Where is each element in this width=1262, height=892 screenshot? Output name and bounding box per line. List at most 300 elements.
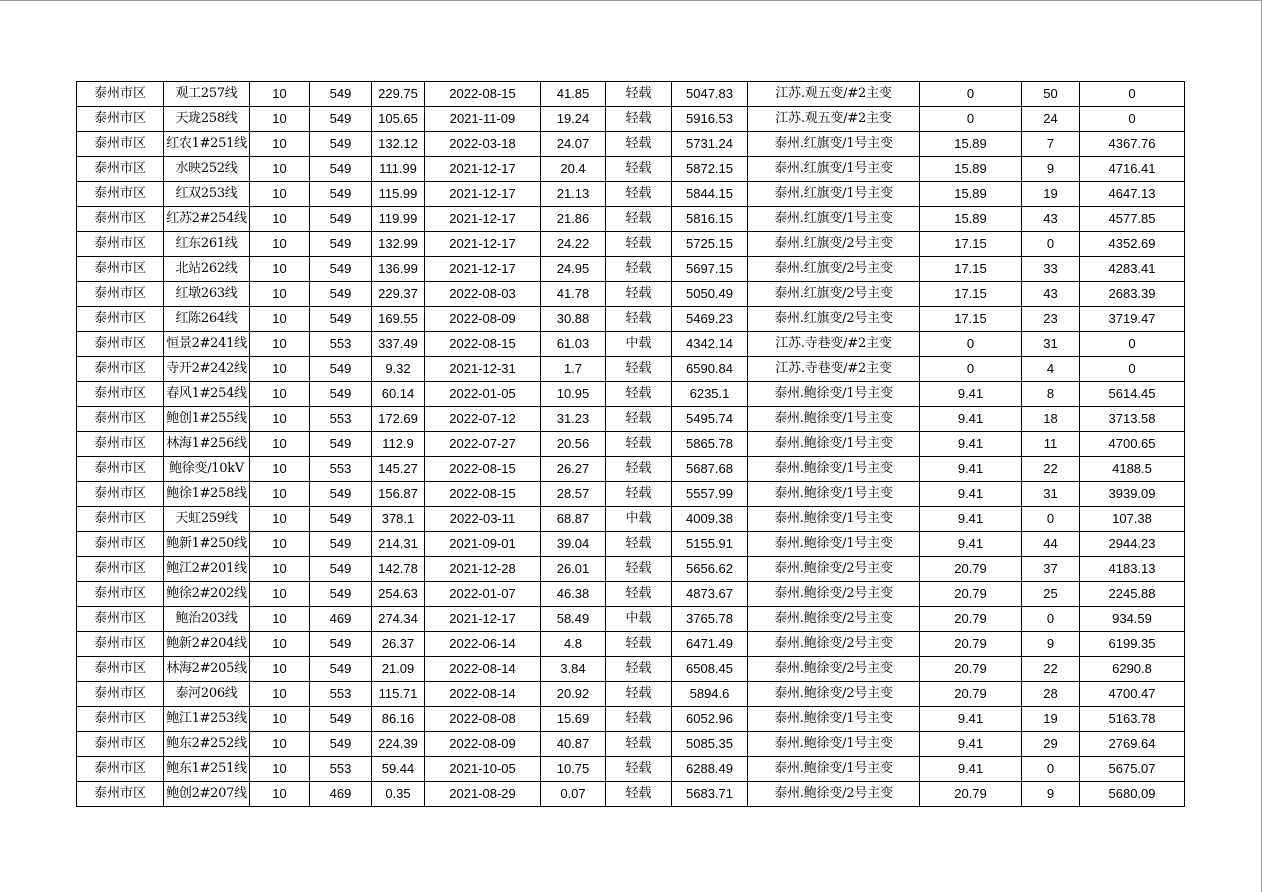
load-status-cell: 轻载 — [606, 732, 672, 757]
voltage-cell: 10 — [250, 257, 310, 282]
substation-transformer-cell: 江苏.观五变/#2主变 — [748, 82, 920, 107]
remaining-capacity-cell: 4577.85 — [1080, 207, 1185, 232]
load-status-cell: 轻载 — [606, 382, 672, 407]
substation-transformer-cell: 泰州.鲍徐变/1号主变 — [748, 432, 920, 457]
load-status-cell: 轻载 — [606, 632, 672, 657]
load-cell: 60.14 — [372, 382, 425, 407]
available-capacity-cell: 5656.62 — [672, 557, 748, 582]
load-status-cell: 轻载 — [606, 357, 672, 382]
substation-transformer-cell: 泰州.鲍徐变/2号主变 — [748, 682, 920, 707]
area-cell: 泰州市区 — [77, 682, 164, 707]
voltage-cell: 10 — [250, 407, 310, 432]
substation-transformer-cell: 泰州.鲍徐变/2号主变 — [748, 632, 920, 657]
load-cell: 9.32 — [372, 357, 425, 382]
load-status-cell: 轻载 — [606, 582, 672, 607]
remaining-capacity-cell: 0 — [1080, 357, 1185, 382]
remaining-capacity-cell: 4183.13 — [1080, 557, 1185, 582]
capacity-cell: 549 — [310, 307, 372, 332]
substation-transformer-cell: 泰州.鲍徐变/2号主变 — [748, 582, 920, 607]
date-cell: 2021-12-17 — [425, 257, 541, 282]
user-count-cell: 25 — [1022, 582, 1080, 607]
area-cell: 泰州市区 — [77, 707, 164, 732]
load-cell: 136.99 — [372, 257, 425, 282]
substation-transformer-cell: 泰州.红旗变/1号主变 — [748, 157, 920, 182]
remaining-capacity-cell: 934.59 — [1080, 607, 1185, 632]
transformer-rate-cell: 15.89 — [920, 157, 1022, 182]
transformer-rate-cell: 20.79 — [920, 782, 1022, 807]
capacity-cell: 549 — [310, 482, 372, 507]
line-name-cell: 天虹259线 — [164, 507, 250, 532]
capacity-cell: 553 — [310, 332, 372, 357]
area-cell: 泰州市区 — [77, 157, 164, 182]
load-status-cell: 轻载 — [606, 282, 672, 307]
date-cell: 2021-12-17 — [425, 157, 541, 182]
load-cell: 59.44 — [372, 757, 425, 782]
load-status-cell: 轻载 — [606, 432, 672, 457]
date-cell: 2021-11-09 — [425, 107, 541, 132]
capacity-cell: 549 — [310, 507, 372, 532]
load-status-cell: 中载 — [606, 607, 672, 632]
load-cell: 142.78 — [372, 557, 425, 582]
area-cell: 泰州市区 — [77, 582, 164, 607]
date-cell: 2022-08-15 — [425, 82, 541, 107]
table-row — [77, 607, 1185, 632]
load-rate-cell: 21.13 — [541, 182, 606, 207]
voltage-cell: 10 — [250, 82, 310, 107]
load-rate-cell: 1.7 — [541, 357, 606, 382]
load-cell: 214.31 — [372, 532, 425, 557]
transformer-rate-cell: 20.79 — [920, 557, 1022, 582]
capacity-cell: 549 — [310, 132, 372, 157]
line-name-cell: 观工257线 — [164, 82, 250, 107]
transformer-rate-cell: 9.41 — [920, 407, 1022, 432]
load-cell: 224.39 — [372, 732, 425, 757]
load-rate-cell: 41.85 — [541, 82, 606, 107]
load-status-cell: 轻载 — [606, 257, 672, 282]
date-cell: 2022-03-18 — [425, 132, 541, 157]
user-count-cell: 4 — [1022, 357, 1080, 382]
substation-transformer-cell: 泰州.鲍徐变/2号主变 — [748, 782, 920, 807]
line-name-cell: 北站262线 — [164, 257, 250, 282]
date-cell: 2022-08-14 — [425, 682, 541, 707]
remaining-capacity-cell: 4700.47 — [1080, 682, 1185, 707]
line-name-cell: 红双253线 — [164, 182, 250, 207]
line-name-cell: 鲍徐2#202线 — [164, 582, 250, 607]
line-name-cell: 鲍创2#207线 — [164, 782, 250, 807]
transformer-rate-cell: 0 — [920, 107, 1022, 132]
load-cell: 86.16 — [372, 707, 425, 732]
user-count-cell: 43 — [1022, 282, 1080, 307]
load-status-cell: 轻载 — [606, 532, 672, 557]
user-count-cell: 28 — [1022, 682, 1080, 707]
available-capacity-cell: 5050.49 — [672, 282, 748, 307]
remaining-capacity-cell: 3719.47 — [1080, 307, 1185, 332]
load-status-cell: 轻载 — [606, 107, 672, 132]
user-count-cell: 31 — [1022, 332, 1080, 357]
table-row — [77, 632, 1185, 657]
user-count-cell: 43 — [1022, 207, 1080, 232]
date-cell: 2021-12-17 — [425, 182, 541, 207]
user-count-cell: 33 — [1022, 257, 1080, 282]
table-row — [77, 657, 1185, 682]
available-capacity-cell: 5872.15 — [672, 157, 748, 182]
table-row — [77, 107, 1185, 132]
date-cell: 2022-08-09 — [425, 307, 541, 332]
available-capacity-cell: 5557.99 — [672, 482, 748, 507]
remaining-capacity-cell: 0 — [1080, 107, 1185, 132]
load-cell: 145.27 — [372, 457, 425, 482]
remaining-capacity-cell: 0 — [1080, 82, 1185, 107]
voltage-cell: 10 — [250, 382, 310, 407]
user-count-cell: 18 — [1022, 407, 1080, 432]
remaining-capacity-cell: 2769.64 — [1080, 732, 1185, 757]
user-count-cell: 37 — [1022, 557, 1080, 582]
user-count-cell: 9 — [1022, 782, 1080, 807]
voltage-cell: 10 — [250, 707, 310, 732]
substation-transformer-cell: 泰州.鲍徐变/1号主变 — [748, 382, 920, 407]
table-row — [77, 82, 1185, 107]
line-name-cell: 鲍徐变/10kV — [164, 457, 250, 482]
area-cell: 泰州市区 — [77, 332, 164, 357]
voltage-cell: 10 — [250, 607, 310, 632]
available-capacity-cell: 5697.15 — [672, 257, 748, 282]
load-status-cell: 轻载 — [606, 157, 672, 182]
remaining-capacity-cell: 3713.58 — [1080, 407, 1185, 432]
area-cell: 泰州市区 — [77, 607, 164, 632]
user-count-cell: 9 — [1022, 157, 1080, 182]
load-cell: 254.63 — [372, 582, 425, 607]
available-capacity-cell: 5683.71 — [672, 782, 748, 807]
area-cell: 泰州市区 — [77, 782, 164, 807]
substation-transformer-cell: 泰州.鲍徐变/2号主变 — [748, 607, 920, 632]
substation-transformer-cell: 泰州.红旗变/1号主变 — [748, 132, 920, 157]
load-status-cell: 轻载 — [606, 182, 672, 207]
line-name-cell: 红农1#251线 — [164, 132, 250, 157]
load-status-cell: 轻载 — [606, 707, 672, 732]
remaining-capacity-cell: 2245.88 — [1080, 582, 1185, 607]
load-rate-cell: 10.75 — [541, 757, 606, 782]
table-row — [77, 707, 1185, 732]
available-capacity-cell: 5725.15 — [672, 232, 748, 257]
voltage-cell: 10 — [250, 157, 310, 182]
voltage-cell: 10 — [250, 532, 310, 557]
load-cell: 229.37 — [372, 282, 425, 307]
voltage-cell: 10 — [250, 182, 310, 207]
area-cell: 泰州市区 — [77, 532, 164, 557]
load-cell: 172.69 — [372, 407, 425, 432]
date-cell: 2022-08-14 — [425, 657, 541, 682]
available-capacity-cell: 4873.67 — [672, 582, 748, 607]
transformer-rate-cell: 15.89 — [920, 182, 1022, 207]
load-cell: 26.37 — [372, 632, 425, 657]
load-rate-cell: 40.87 — [541, 732, 606, 757]
remaining-capacity-cell: 5680.09 — [1080, 782, 1185, 807]
date-cell: 2022-08-09 — [425, 732, 541, 757]
load-rate-cell: 58.49 — [541, 607, 606, 632]
load-cell: 156.87 — [372, 482, 425, 507]
load-rate-cell: 24.22 — [541, 232, 606, 257]
user-count-cell: 9 — [1022, 632, 1080, 657]
capacity-cell: 553 — [310, 682, 372, 707]
load-rate-cell: 41.78 — [541, 282, 606, 307]
load-status-cell: 轻载 — [606, 457, 672, 482]
table-row — [77, 432, 1185, 457]
load-status-cell: 轻载 — [606, 482, 672, 507]
remaining-capacity-cell: 4716.41 — [1080, 157, 1185, 182]
transformer-rate-cell: 0 — [920, 82, 1022, 107]
date-cell: 2022-08-15 — [425, 332, 541, 357]
substation-transformer-cell: 泰州.鲍徐变/2号主变 — [748, 557, 920, 582]
line-name-cell: 鲍徐1#258线 — [164, 482, 250, 507]
substation-transformer-cell: 泰州.鲍徐变/1号主变 — [748, 757, 920, 782]
load-cell: 105.65 — [372, 107, 425, 132]
date-cell: 2021-08-29 — [425, 782, 541, 807]
table-row — [77, 257, 1185, 282]
line-name-cell: 天珑258线 — [164, 107, 250, 132]
available-capacity-cell: 5916.53 — [672, 107, 748, 132]
load-cell: 378.1 — [372, 507, 425, 532]
user-count-cell: 23 — [1022, 307, 1080, 332]
load-status-cell: 轻载 — [606, 82, 672, 107]
date-cell: 2021-12-17 — [425, 232, 541, 257]
table-row — [77, 757, 1185, 782]
user-count-cell: 31 — [1022, 482, 1080, 507]
line-name-cell: 红苏2#254线 — [164, 207, 250, 232]
available-capacity-cell: 5894.6 — [672, 682, 748, 707]
date-cell: 2022-07-12 — [425, 407, 541, 432]
load-cell: 112.9 — [372, 432, 425, 457]
voltage-cell: 10 — [250, 782, 310, 807]
load-rate-cell: 31.23 — [541, 407, 606, 432]
transformer-rate-cell: 9.41 — [920, 432, 1022, 457]
transformer-rate-cell: 0 — [920, 357, 1022, 382]
available-capacity-cell: 6590.84 — [672, 357, 748, 382]
feeder-load-table — [76, 81, 1185, 807]
transformer-rate-cell: 17.15 — [920, 257, 1022, 282]
area-cell: 泰州市区 — [77, 207, 164, 232]
remaining-capacity-cell: 6199.35 — [1080, 632, 1185, 657]
transformer-rate-cell: 9.41 — [920, 382, 1022, 407]
user-count-cell: 11 — [1022, 432, 1080, 457]
remaining-capacity-cell: 6290.8 — [1080, 657, 1185, 682]
table-row — [77, 332, 1185, 357]
load-status-cell: 中载 — [606, 332, 672, 357]
area-cell: 泰州市区 — [77, 82, 164, 107]
transformer-rate-cell: 9.41 — [920, 507, 1022, 532]
transformer-rate-cell: 20.79 — [920, 657, 1022, 682]
transformer-rate-cell: 9.41 — [920, 457, 1022, 482]
date-cell: 2022-08-15 — [425, 482, 541, 507]
substation-transformer-cell: 泰州.红旗变/2号主变 — [748, 282, 920, 307]
substation-transformer-cell: 泰州.鲍徐变/1号主变 — [748, 482, 920, 507]
date-cell: 2022-08-08 — [425, 707, 541, 732]
load-rate-cell: 20.56 — [541, 432, 606, 457]
capacity-cell: 553 — [310, 407, 372, 432]
table-row — [77, 357, 1185, 382]
area-cell: 泰州市区 — [77, 382, 164, 407]
transformer-rate-cell: 9.41 — [920, 707, 1022, 732]
remaining-capacity-cell: 5163.78 — [1080, 707, 1185, 732]
load-cell: 115.99 — [372, 182, 425, 207]
line-name-cell: 红东261线 — [164, 232, 250, 257]
remaining-capacity-cell: 3939.09 — [1080, 482, 1185, 507]
substation-transformer-cell: 泰州.红旗变/1号主变 — [748, 182, 920, 207]
load-rate-cell: 26.27 — [541, 457, 606, 482]
load-rate-cell: 0.07 — [541, 782, 606, 807]
load-cell: 229.75 — [372, 82, 425, 107]
capacity-cell: 549 — [310, 432, 372, 457]
area-cell: 泰州市区 — [77, 457, 164, 482]
date-cell: 2022-06-14 — [425, 632, 541, 657]
date-cell: 2022-07-27 — [425, 432, 541, 457]
capacity-cell: 549 — [310, 207, 372, 232]
line-name-cell: 林海1#256线 — [164, 432, 250, 457]
available-capacity-cell: 4009.38 — [672, 507, 748, 532]
area-cell: 泰州市区 — [77, 107, 164, 132]
area-cell: 泰州市区 — [77, 407, 164, 432]
line-name-cell: 恒景2#241线 — [164, 332, 250, 357]
area-cell: 泰州市区 — [77, 757, 164, 782]
remaining-capacity-cell: 4700.65 — [1080, 432, 1185, 457]
capacity-cell: 553 — [310, 757, 372, 782]
user-count-cell: 0 — [1022, 757, 1080, 782]
load-cell: 0.35 — [372, 782, 425, 807]
load-rate-cell: 39.04 — [541, 532, 606, 557]
load-rate-cell: 24.07 — [541, 132, 606, 157]
table-row — [77, 207, 1185, 232]
load-cell: 111.99 — [372, 157, 425, 182]
line-name-cell: 鲍治203线 — [164, 607, 250, 632]
substation-transformer-cell: 泰州.红旗变/2号主变 — [748, 307, 920, 332]
capacity-cell: 549 — [310, 732, 372, 757]
load-rate-cell: 30.88 — [541, 307, 606, 332]
available-capacity-cell: 3765.78 — [672, 607, 748, 632]
capacity-cell: 549 — [310, 532, 372, 557]
remaining-capacity-cell: 5614.45 — [1080, 382, 1185, 407]
transformer-rate-cell: 20.79 — [920, 632, 1022, 657]
load-rate-cell: 20.4 — [541, 157, 606, 182]
capacity-cell: 549 — [310, 157, 372, 182]
transformer-rate-cell: 9.41 — [920, 757, 1022, 782]
line-name-cell: 寺开2#242线 — [164, 357, 250, 382]
load-cell: 21.09 — [372, 657, 425, 682]
user-count-cell: 44 — [1022, 532, 1080, 557]
transformer-rate-cell: 20.79 — [920, 582, 1022, 607]
date-cell: 2021-09-01 — [425, 532, 541, 557]
load-rate-cell: 15.69 — [541, 707, 606, 732]
remaining-capacity-cell: 4647.13 — [1080, 182, 1185, 207]
substation-transformer-cell: 江苏.寺巷变/#2主变 — [748, 357, 920, 382]
voltage-cell: 10 — [250, 632, 310, 657]
remaining-capacity-cell: 4352.69 — [1080, 232, 1185, 257]
load-status-cell: 轻载 — [606, 557, 672, 582]
load-cell: 274.34 — [372, 607, 425, 632]
capacity-cell: 549 — [310, 557, 372, 582]
transformer-rate-cell: 20.79 — [920, 607, 1022, 632]
transformer-rate-cell: 17.15 — [920, 307, 1022, 332]
load-rate-cell: 24.95 — [541, 257, 606, 282]
line-name-cell: 鲍新1#250线 — [164, 532, 250, 557]
voltage-cell: 10 — [250, 232, 310, 257]
area-cell: 泰州市区 — [77, 432, 164, 457]
voltage-cell: 10 — [250, 657, 310, 682]
user-count-cell: 0 — [1022, 232, 1080, 257]
capacity-cell: 549 — [310, 357, 372, 382]
voltage-cell: 10 — [250, 557, 310, 582]
table-row — [77, 732, 1185, 757]
substation-transformer-cell: 泰州.红旗变/2号主变 — [748, 232, 920, 257]
load-status-cell: 轻载 — [606, 757, 672, 782]
remaining-capacity-cell: 2944.23 — [1080, 532, 1185, 557]
table-row — [77, 532, 1185, 557]
capacity-cell: 549 — [310, 657, 372, 682]
substation-transformer-cell: 江苏.观五变/#2主变 — [748, 107, 920, 132]
load-rate-cell: 28.57 — [541, 482, 606, 507]
user-count-cell: 0 — [1022, 507, 1080, 532]
remaining-capacity-cell: 0 — [1080, 332, 1185, 357]
line-name-cell: 鲍江2#201线 — [164, 557, 250, 582]
capacity-cell: 549 — [310, 182, 372, 207]
date-cell: 2021-10-05 — [425, 757, 541, 782]
capacity-cell: 553 — [310, 457, 372, 482]
table-row — [77, 307, 1185, 332]
substation-transformer-cell: 泰州.鲍徐变/1号主变 — [748, 507, 920, 532]
capacity-cell: 549 — [310, 107, 372, 132]
capacity-cell: 469 — [310, 607, 372, 632]
load-cell: 337.49 — [372, 332, 425, 357]
remaining-capacity-cell: 107.38 — [1080, 507, 1185, 532]
substation-transformer-cell: 泰州.红旗变/1号主变 — [748, 207, 920, 232]
table-row — [77, 157, 1185, 182]
available-capacity-cell: 5047.83 — [672, 82, 748, 107]
available-capacity-cell: 5865.78 — [672, 432, 748, 457]
user-count-cell: 22 — [1022, 657, 1080, 682]
line-name-cell: 鲍新2#204线 — [164, 632, 250, 657]
date-cell: 2022-08-03 — [425, 282, 541, 307]
date-cell: 2021-12-31 — [425, 357, 541, 382]
area-cell: 泰州市区 — [77, 632, 164, 657]
line-name-cell: 鲍江1#253线 — [164, 707, 250, 732]
voltage-cell: 10 — [250, 107, 310, 132]
area-cell: 泰州市区 — [77, 482, 164, 507]
available-capacity-cell: 6288.49 — [672, 757, 748, 782]
load-rate-cell: 21.86 — [541, 207, 606, 232]
substation-transformer-cell: 泰州.鲍徐变/1号主变 — [748, 707, 920, 732]
available-capacity-cell: 5155.91 — [672, 532, 748, 557]
table-row — [77, 407, 1185, 432]
transformer-rate-cell: 9.41 — [920, 532, 1022, 557]
capacity-cell: 549 — [310, 82, 372, 107]
table-row — [77, 182, 1185, 207]
user-count-cell: 50 — [1022, 82, 1080, 107]
remaining-capacity-cell: 4188.5 — [1080, 457, 1185, 482]
table-row — [77, 282, 1185, 307]
voltage-cell: 10 — [250, 357, 310, 382]
capacity-cell: 549 — [310, 632, 372, 657]
line-name-cell: 鲍创1#255线 — [164, 407, 250, 432]
substation-transformer-cell: 泰州.鲍徐变/1号主变 — [748, 532, 920, 557]
load-rate-cell: 19.24 — [541, 107, 606, 132]
capacity-cell: 549 — [310, 232, 372, 257]
load-rate-cell: 3.84 — [541, 657, 606, 682]
available-capacity-cell: 5687.68 — [672, 457, 748, 482]
available-capacity-cell: 6508.45 — [672, 657, 748, 682]
load-cell: 169.55 — [372, 307, 425, 332]
substation-transformer-cell: 泰州.鲍徐变/1号主变 — [748, 407, 920, 432]
date-cell: 2022-01-05 — [425, 382, 541, 407]
date-cell: 2022-08-15 — [425, 457, 541, 482]
capacity-cell: 549 — [310, 707, 372, 732]
